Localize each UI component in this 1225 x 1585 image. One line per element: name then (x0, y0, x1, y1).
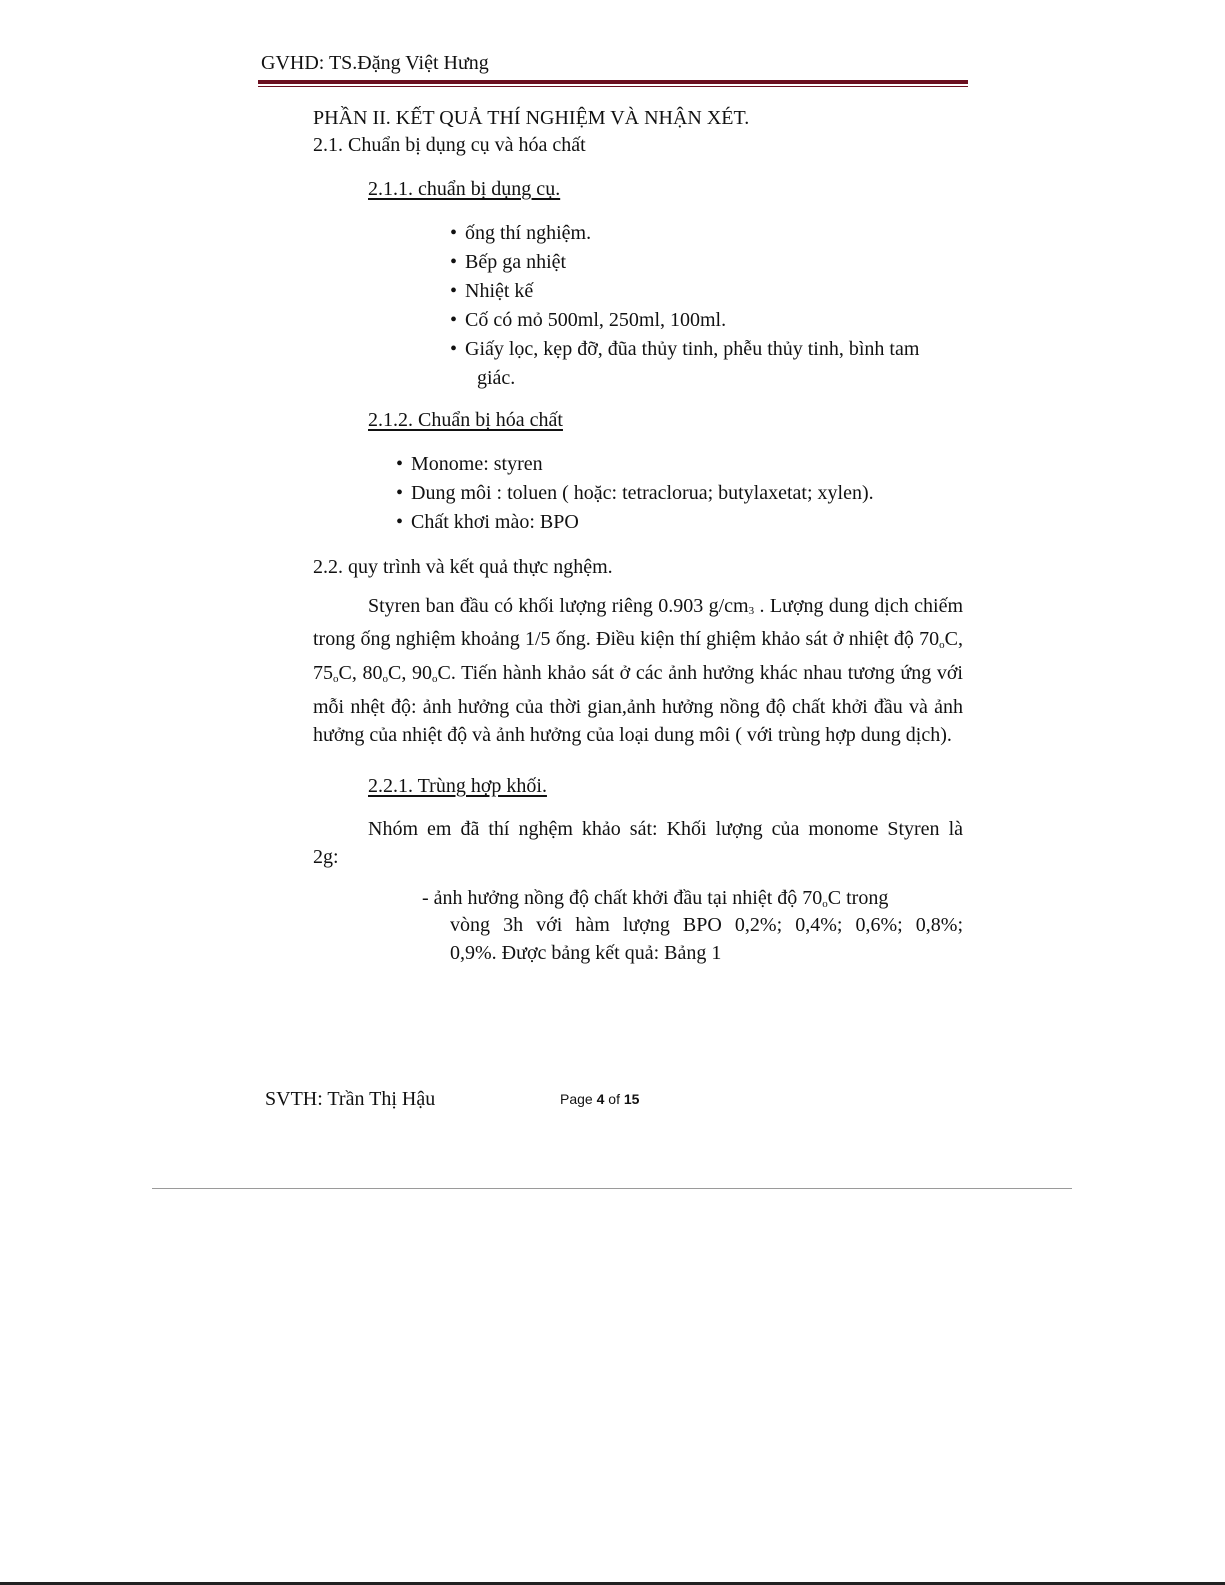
header-rule-thin (258, 86, 968, 87)
section-2-1-1-heading: 2.1.1. chuẩn bị dụng cụ. (368, 178, 561, 200)
list-item-continuation: giác. (477, 367, 516, 389)
list-item: • Nhiệt kế (450, 277, 919, 306)
header-rule (258, 80, 968, 84)
dash-item-line3: 0,9%. Được bảng kết quả: Bảng 1 (450, 942, 722, 964)
header-title: GVHD: TS.Đặng Việt Hưng (261, 52, 489, 74)
section-2-2-heading: 2.2. quy trình và kết quả thực nghệm. (313, 556, 613, 578)
list-item: • Bếp ga nhiệt (450, 248, 919, 277)
page-separator (152, 1188, 1072, 1189)
tools-list (450, 219, 919, 393)
part-heading: PHẦN II. KẾT QUẢ THÍ NGHIỆM VÀ NHẬN XÉT. (313, 107, 750, 129)
list-item: • Cố có mỏ 500ml, 250ml, 100ml. (450, 306, 919, 335)
page-number: Page 4 of 15 (560, 1091, 640, 1107)
section-2-2-1-heading: 2.2.1. Trùng hợp khối. (368, 775, 547, 797)
dash-item-line1: - ảnh hưởng nồng độ chất khởi đầu tại nhiệt độ $70_oC$ trong (422, 887, 889, 910)
list-item: • Giấy lọc, kẹp đỡ, đũa thủy tinh, phễu thủy tinh, bình tam giác. (450, 335, 919, 393)
list-item: • ống thí nghiệm. (450, 219, 919, 248)
paragraph-procedure: Styren ban đầu có khối lượng riêng 0.903 $g/cm^3$ . Lượng dung dịch chiếm trong ống nghiệm khoảng 1/5 ống. Điều kiện thí ghiệm khảo sát ở nhiệt độ $70_oC$, $75_oC$, $80_oC$, $90_oC$. Tiến hành khảo sát ở các ảnh hưởng khác nhau tương ứng với mỗi nhệt độ: ảnh hưởng của thời gian,ảnh hưởng nồng độ chất khởi đầu và ảnh hưởng của nhiệt độ và ảnh hưởng của loại dung môi ( với trùng hợp dung dịch). (313, 595, 964, 746)
list-item: • Monome: styren (396, 450, 874, 479)
list-item: • Dung môi : toluen ( hoặc: tetraclorua; butylaxetat; xylen). (396, 479, 874, 508)
footer-author: SVTH: Trần Thị Hậu (265, 1088, 436, 1110)
section-2-1-heading: 2.1. Chuẩn bị dụng cụ và hóa chất (313, 134, 586, 156)
list-item: • Chất khơi mào: BPO (396, 508, 874, 537)
paragraph-experiment-cont: 2g: (313, 846, 339, 868)
chemicals-list (396, 450, 874, 537)
section-2-1-2-heading: 2.1.2. Chuẩn bị hóa chất (368, 409, 563, 431)
paragraph-experiment: Nhóm em đã thí nghệm khảo sát: Khối lượng của monome Styren là (368, 818, 963, 840)
dash-item-line2: vòng 3h với hàm lượng BPO 0,2%; 0,4%; 0,6%; 0,8%; (450, 914, 963, 936)
